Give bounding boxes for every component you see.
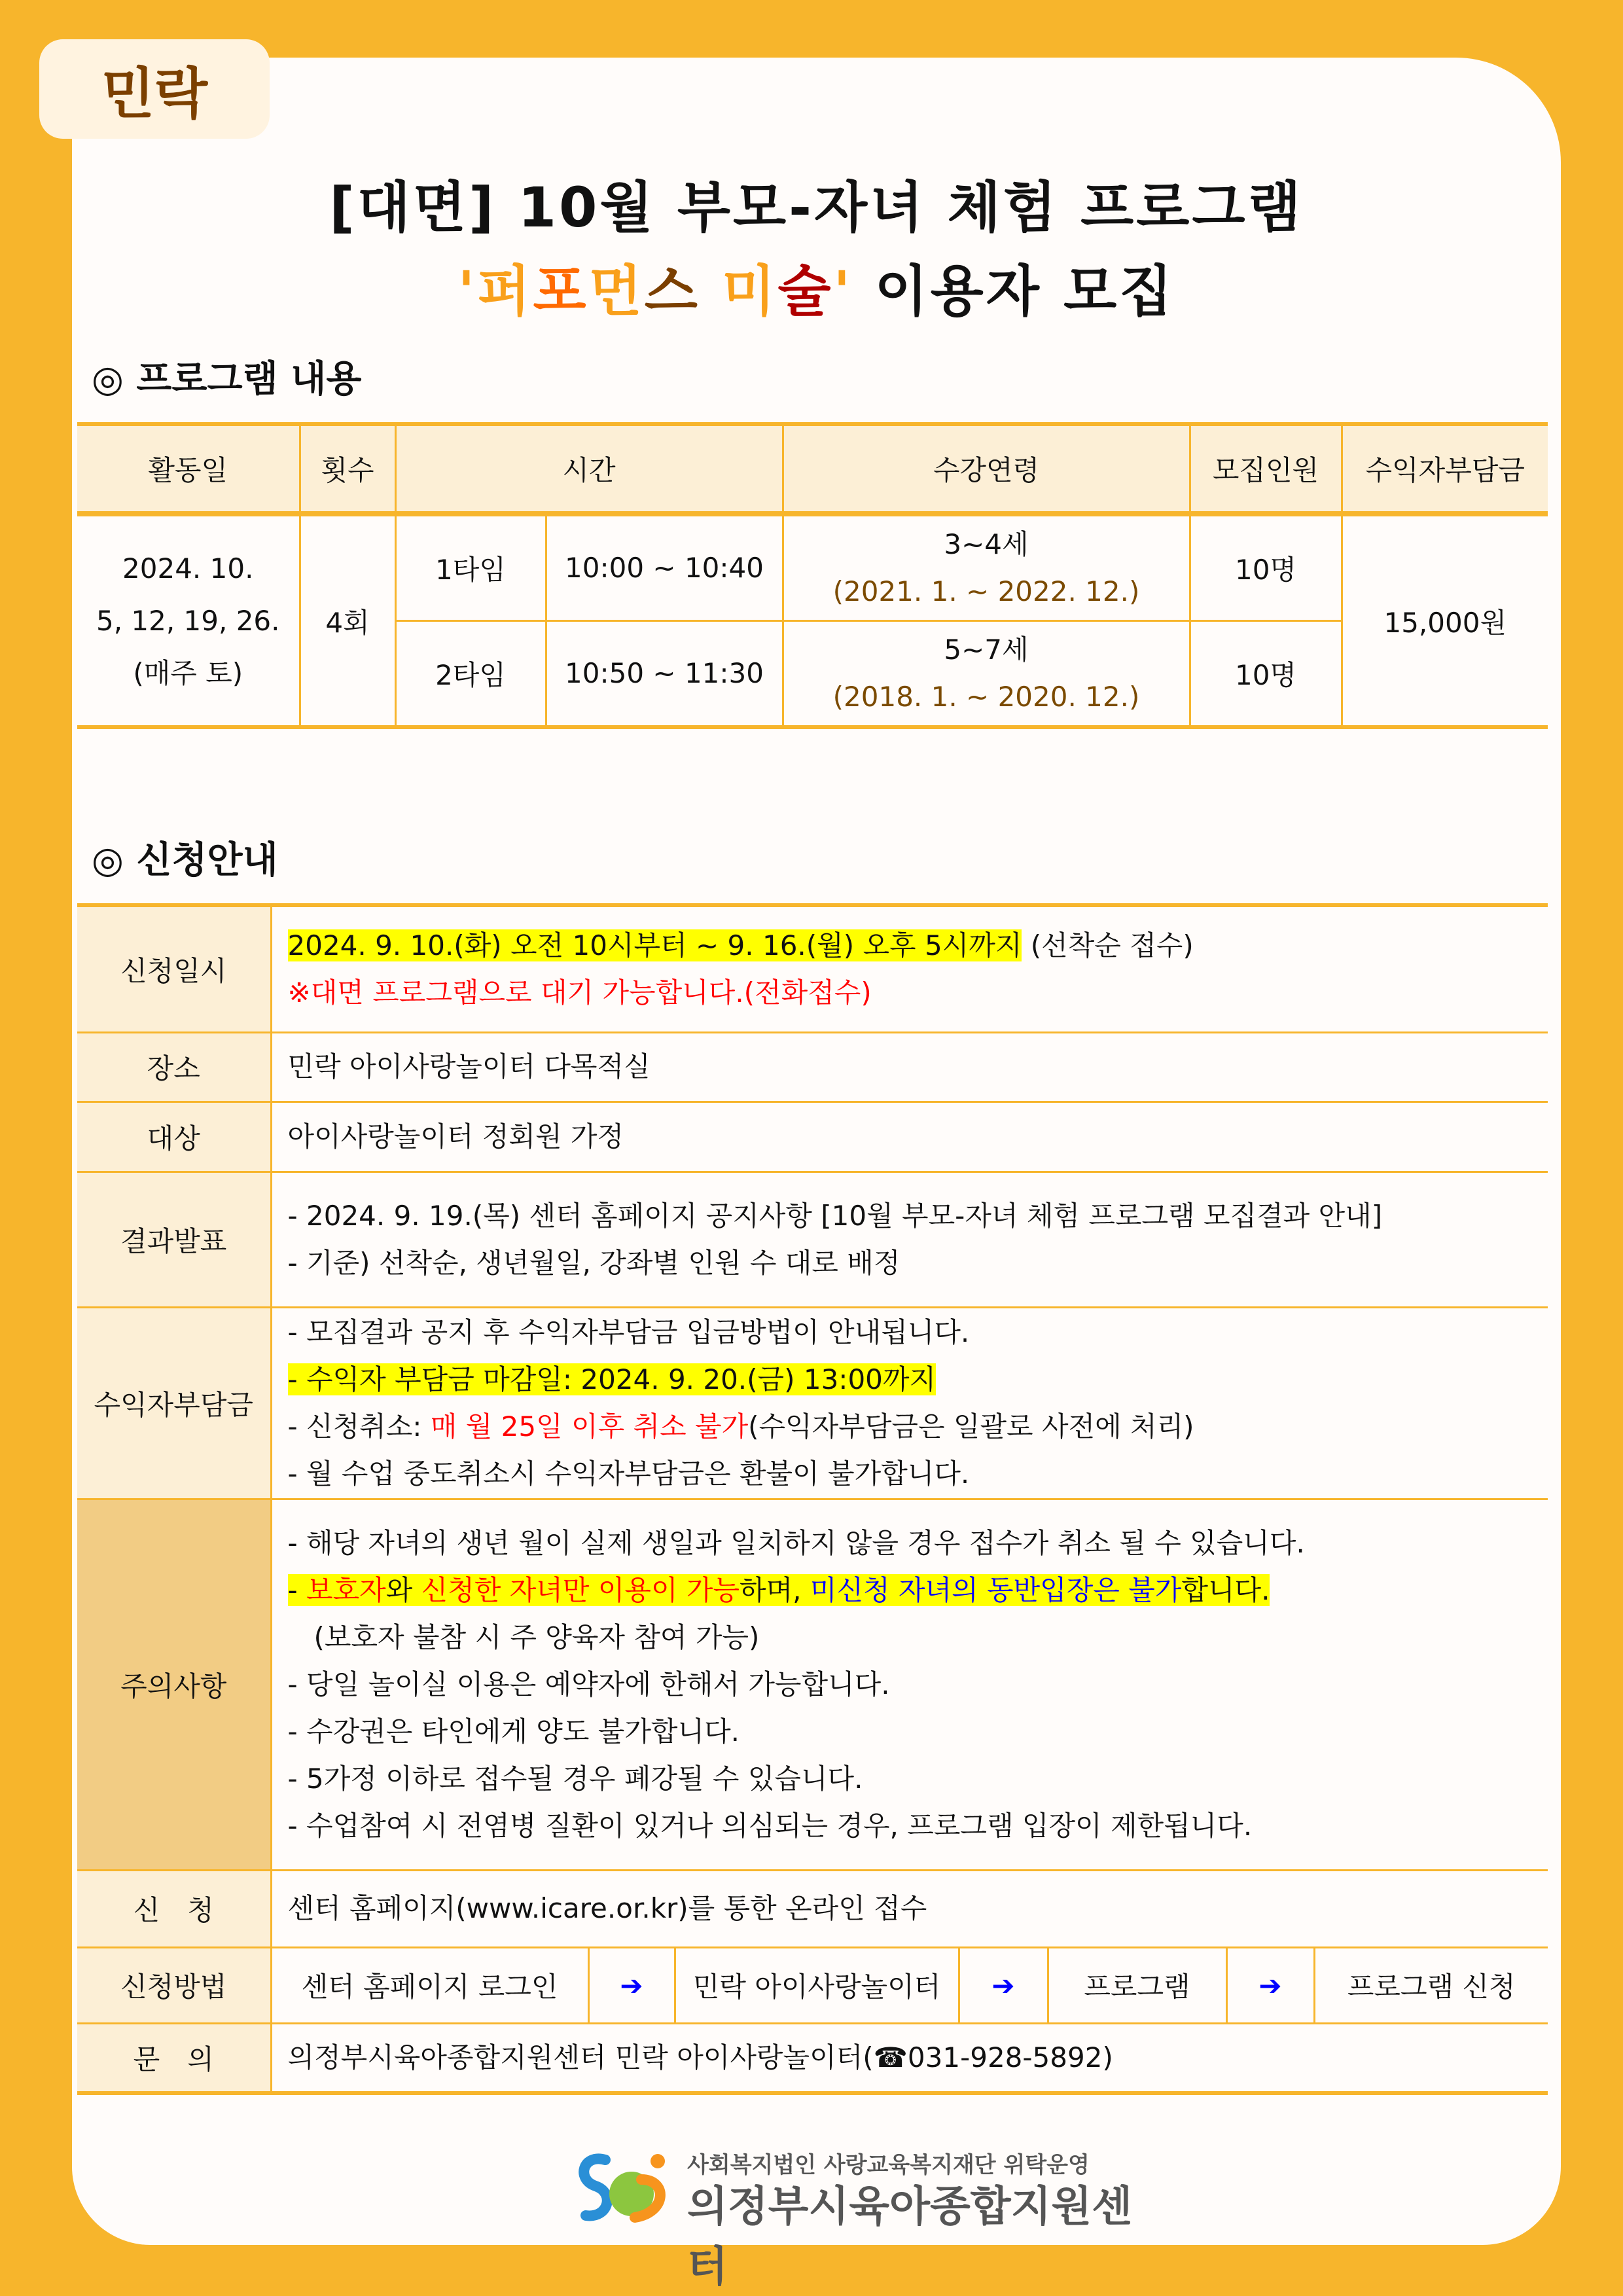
- guardian: 보호자: [306, 1573, 386, 1606]
- fee-label: 수익자부담금: [77, 1307, 271, 1499]
- place-value: 민락 아이사랑놀이터 다목적실: [271, 1032, 1548, 1102]
- step-apply: 프로그램 신청: [1314, 1947, 1548, 2023]
- contact-label: 문 의: [77, 2023, 271, 2093]
- quote: ': [833, 259, 853, 323]
- dash: -: [287, 1573, 307, 1606]
- caution-line: - 수업참여 시 전염병 질환이 있거나 의심되는 경우, 프로그램 입장이 제한됩니다.: [287, 1809, 1253, 1842]
- caution-line: - 해당 자녀의 생년 월이 실제 생일과 일치하지 않을 경우 접수가 취소 될 수 있습니다.: [287, 1526, 1305, 1559]
- header-age: 수강연령: [783, 424, 1190, 514]
- target-label: 대상: [77, 1102, 271, 1172]
- result-value: [271, 1172, 1548, 1307]
- session-count: 4회: [300, 514, 395, 727]
- fee-line: (수익자부담금은 일괄로 사전에 처리): [748, 1410, 1194, 1443]
- arrow-icon: ➔: [959, 1947, 1048, 2023]
- header-time: 시간: [395, 424, 783, 514]
- caution-line: (보호자 불참 시 주 양육자 참여 가능): [313, 1621, 760, 1653]
- caution-value: [271, 1499, 1548, 1870]
- birth-range: (2021. 1. ~ 2022. 12.): [832, 575, 1140, 607]
- title-line2: [72, 247, 1561, 327]
- fee-deadline: - 수익자 부담금 마감일: 2024. 9. 20.(금) 13:00까지: [287, 1363, 936, 1395]
- period-rest: (선착순 접수): [1022, 929, 1194, 961]
- program-table: [77, 422, 1548, 729]
- arrow-icon: ➔: [1226, 1947, 1314, 2023]
- caution-line: - 수강권은 타인에게 양도 불가합니다.: [287, 1715, 740, 1748]
- method-label: 신청방법: [77, 1947, 271, 2023]
- age: 5~7세: [944, 633, 1029, 666]
- fee-line: - 월 수업 중도취소시 수익자부담금은 환불이 불가합니다.: [287, 1457, 970, 1490]
- apply-value[interactable]: 센터 홈페이지(www.icare.or.kr)를 통한 온라인 접수: [271, 1870, 1548, 1947]
- birth-range: (2018. 1. ~ 2020. 12.): [832, 680, 1140, 713]
- caution-label: 주의사항: [77, 1499, 271, 1870]
- title-char: 퍼: [477, 259, 533, 323]
- age: 3~4세: [944, 528, 1029, 560]
- caution-highlight: [288, 1574, 1270, 1606]
- fee-line: - 모집결과 공지 후 수익자부담금 입금방법이 안내됩니다.: [287, 1316, 970, 1348]
- contact-value: 의정부시육아종합지원센터 민락 아이사랑놀이터(☎031-928-5892): [271, 2023, 1548, 2093]
- title-char: 스: [644, 259, 700, 323]
- age-cell: [783, 514, 1190, 620]
- apply-label: 신 청: [77, 1870, 271, 1947]
- title-rest: 이용자 모집: [853, 259, 1175, 323]
- caution-line: - 5가정 이하로 접수될 경우 폐강될 수 있습니다.: [287, 1762, 863, 1795]
- section-apply-heading: ◎ 신청안내: [92, 839, 278, 882]
- title-char: 술: [777, 259, 834, 323]
- result-line: - 기준) 선착순, 생년월일, 강좌별 인원 수 대로 배정: [287, 1246, 901, 1279]
- logo-subtitle: 사회복지법인 사랑교육복지재단 위탁운영: [687, 2152, 1090, 2178]
- target-value: 아이사랑놀이터 정회원 가정: [271, 1102, 1548, 1172]
- step-login: 센터 홈페이지 로그인: [271, 1947, 588, 2023]
- header-fee: 수익자부담금: [1342, 424, 1548, 514]
- date-line: 5, 12, 19, 26.: [96, 604, 280, 637]
- date-line: (매주 토): [133, 656, 243, 689]
- session-type: 1타임: [395, 514, 546, 620]
- place-label: 장소: [77, 1032, 271, 1102]
- location-tab: 민락: [39, 39, 270, 139]
- title-char: 포: [533, 259, 589, 323]
- activity-date: [77, 514, 300, 727]
- cancel-warning: 매 월 25일 이후 취소 불가: [430, 1410, 749, 1443]
- text: 하며,: [740, 1573, 810, 1606]
- header-capacity: 모집인원: [1190, 424, 1342, 514]
- apply-info-table: [77, 903, 1548, 2095]
- result-label: 결과발표: [77, 1172, 271, 1307]
- step-playground: 민락 아이사랑놀이터: [675, 1947, 959, 2023]
- age-cell: [783, 620, 1190, 727]
- logo-mark-icon: [569, 2147, 681, 2225]
- header-date: 활동일: [77, 424, 300, 514]
- section-program-heading: ◎ 프로그램 내용: [92, 358, 362, 401]
- text: 와: [385, 1573, 421, 1606]
- capacity: 10명: [1190, 514, 1342, 620]
- period-label: 신청일시: [77, 905, 271, 1032]
- result-line: - 2024. 9. 19.(목) 센터 홈페이지 공지사항 [10월 부모-자녀 체험 프로그램 모집결과 안내]: [287, 1199, 1383, 1232]
- quote: ': [457, 259, 478, 323]
- logo-title: 의정부시육아종합지원센터: [687, 2183, 1133, 2291]
- date-line: 2024. 10.: [122, 552, 254, 584]
- title-line1: [대면] 10월 부모-자녀 체험 프로그램: [329, 175, 1304, 240]
- caution-line: - 당일 놀이실 이용은 예약자에 한해서 가능합니다.: [287, 1668, 890, 1700]
- text: 합니다.: [1181, 1573, 1270, 1606]
- fee-value: [271, 1307, 1548, 1499]
- title-char: 미: [722, 259, 778, 323]
- title-char: 먼: [588, 259, 645, 323]
- capacity: 10명: [1190, 620, 1342, 727]
- session-type: 2타임: [395, 620, 546, 727]
- period-highlight: 2024. 9. 10.(화) 오전 10시부터 ~ 9. 16.(월) 오후 5시까지: [287, 929, 1022, 961]
- no-companion: 미신청 자녀의 동반입장은 불가: [810, 1573, 1182, 1606]
- center-logo: [569, 2147, 1158, 2291]
- waitlist-note: ※대면 프로그램으로 대기 가능합니다.(전화접수): [287, 976, 872, 1009]
- session-time: 10:00 ~ 10:40: [546, 514, 783, 620]
- fee-line: - 신청취소:: [287, 1410, 431, 1443]
- period-value: [271, 905, 1548, 1032]
- registered-only: 신청한 자녀만 이용이 가능: [421, 1573, 740, 1606]
- session-time: 10:50 ~ 11:30: [546, 620, 783, 727]
- arrow-icon: ➔: [588, 1947, 675, 2023]
- step-program: 프로그램: [1048, 1947, 1226, 2023]
- fee: 15,000원: [1342, 514, 1548, 727]
- header-count: 횟수: [300, 424, 395, 514]
